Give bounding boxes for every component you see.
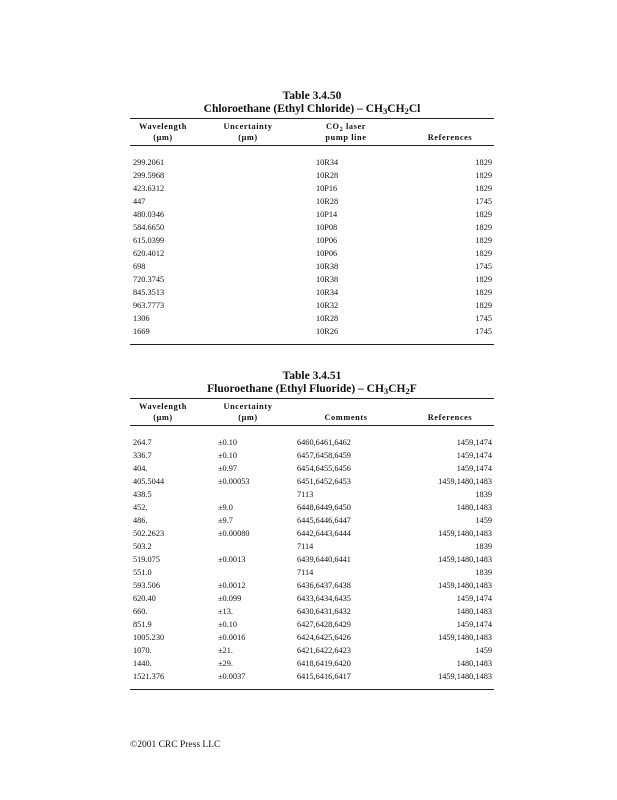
cell-uncertainty: ±0.10 bbox=[218, 620, 238, 629]
table-row bbox=[130, 618, 494, 631]
table-row bbox=[130, 631, 494, 644]
cell-references: 1829 bbox=[475, 158, 492, 167]
table-row bbox=[130, 449, 494, 462]
table-fluoroethane bbox=[130, 370, 494, 690]
table-row bbox=[130, 299, 494, 312]
cell-wavelength: 720.3745 bbox=[133, 275, 165, 284]
cell-wavelength: 615.0399 bbox=[133, 236, 165, 245]
cell-wavelength: 584.6650 bbox=[133, 223, 165, 232]
cell-wavelength: 963.7773 bbox=[133, 301, 165, 310]
cell-comments: 6442,6443,6444 bbox=[297, 529, 351, 538]
cell-wavelength: 845.3513 bbox=[133, 288, 165, 297]
cell-uncertainty: ±0.0037 bbox=[218, 672, 246, 681]
cell-uncertainty: ±9.0 bbox=[218, 503, 233, 512]
table-body bbox=[130, 146, 494, 344]
table-number: Table 3.4.50 bbox=[282, 90, 342, 102]
cell-wavelength: 405.5044 bbox=[133, 477, 165, 486]
cell-pump-line: 10R32 bbox=[316, 301, 339, 310]
cell-wavelength: 299.2061 bbox=[133, 158, 165, 167]
cell-wavelength: 1005.230 bbox=[133, 633, 165, 642]
cell-references: 1829 bbox=[475, 301, 492, 310]
table-body bbox=[130, 426, 494, 689]
cell-references: 1745 bbox=[475, 314, 492, 323]
cell-references: 1459,1480,1483 bbox=[438, 672, 492, 681]
cell-wavelength: 486. bbox=[133, 516, 148, 525]
cell-references: 1829 bbox=[475, 184, 492, 193]
table-row bbox=[130, 325, 494, 338]
cell-wavelength: 1440. bbox=[133, 659, 152, 668]
cell-wavelength: 698 bbox=[133, 262, 146, 271]
cell-uncertainty: ±0.0012 bbox=[218, 581, 246, 590]
cell-uncertainty: ±21. bbox=[218, 646, 233, 655]
cell-comments: 6457,6458,6459 bbox=[297, 451, 351, 460]
cell-references: 1745 bbox=[475, 262, 492, 271]
table-row bbox=[130, 540, 494, 553]
table-row bbox=[130, 247, 494, 260]
cell-pump-line: 10R28 bbox=[316, 314, 339, 323]
cell-references: 1459,1480,1483 bbox=[438, 633, 492, 642]
cell-wavelength: 480.0346 bbox=[133, 210, 165, 219]
table-row bbox=[130, 312, 494, 325]
cell-wavelength: 503.2 bbox=[133, 542, 152, 551]
header-wavelength: Wavelength (μm) bbox=[139, 402, 187, 422]
cell-wavelength: 620.40 bbox=[133, 594, 156, 603]
cell-uncertainty: ±13. bbox=[218, 607, 233, 616]
cell-references: 1459,1480,1483 bbox=[438, 555, 492, 564]
table-row bbox=[130, 670, 494, 683]
cell-pump-line: 10R34 bbox=[316, 288, 339, 297]
table-row bbox=[130, 566, 494, 579]
table-row bbox=[130, 436, 494, 449]
cell-comments: 6439,6440,6441 bbox=[297, 555, 351, 564]
cell-references: 1829 bbox=[475, 236, 492, 245]
cell-comments: 6421,6422,6423 bbox=[297, 646, 351, 655]
header-references: References bbox=[427, 133, 473, 142]
header-references: References bbox=[427, 413, 473, 422]
table-row bbox=[130, 156, 494, 169]
cell-wavelength: 438.5 bbox=[133, 490, 152, 499]
table-row bbox=[130, 234, 494, 247]
table-title: Fluoroethane (Ethyl Fluoride) – $CH_3CH_2F$ bbox=[207, 383, 417, 396]
cell-references: 1480,1483 bbox=[456, 503, 492, 512]
cell-wavelength: 620.4012 bbox=[133, 249, 165, 258]
cell-references: 1459 bbox=[475, 516, 492, 525]
table-row bbox=[130, 260, 494, 273]
cell-wavelength: 551.0 bbox=[133, 568, 152, 577]
cell-wavelength: 593.506 bbox=[133, 581, 160, 590]
table-row bbox=[130, 182, 494, 195]
cell-wavelength: 1669 bbox=[133, 327, 150, 336]
cell-pump-line: 10R28 bbox=[316, 171, 339, 180]
cell-uncertainty: ±0.10 bbox=[218, 438, 238, 447]
cell-wavelength: 519.075 bbox=[133, 555, 160, 564]
table-header bbox=[130, 119, 494, 145]
cell-comments: 7114 bbox=[297, 568, 314, 577]
cell-uncertainty: ±0.00080 bbox=[218, 529, 250, 538]
cell-pump-line: 10P06 bbox=[316, 236, 338, 245]
cell-references: 1829 bbox=[475, 275, 492, 284]
cell-uncertainty: ±0.099 bbox=[218, 594, 242, 603]
table-row bbox=[130, 514, 494, 527]
table-number: Table 3.4.51 bbox=[282, 370, 342, 382]
cell-references: 1459,1474 bbox=[456, 594, 492, 603]
cell-wavelength: 1521.376 bbox=[133, 672, 165, 681]
header-uncertainty: Uncertainty (μm) bbox=[223, 402, 273, 422]
cell-references: 1459,1480,1483 bbox=[438, 529, 492, 538]
table-row bbox=[130, 286, 494, 299]
cell-comments: 6418,6419,6420 bbox=[297, 659, 351, 668]
bottom-rule bbox=[130, 344, 494, 345]
header-wavelength: Wavelength (μm) bbox=[139, 122, 187, 142]
cell-references: 1459,1480,1483 bbox=[438, 581, 492, 590]
cell-wavelength: 299.5968 bbox=[133, 171, 165, 180]
cell-references: 1829 bbox=[475, 171, 492, 180]
cell-wavelength: 404. bbox=[133, 464, 148, 473]
cell-wavelength: 1306 bbox=[133, 314, 150, 323]
cell-comments: 6445,6446,6447 bbox=[297, 516, 351, 525]
cell-wavelength: 851.9 bbox=[133, 620, 152, 629]
cell-comments: 7113 bbox=[297, 490, 314, 499]
table-row bbox=[130, 462, 494, 475]
cell-comments: 6430,6431,6432 bbox=[297, 607, 351, 616]
cell-uncertainty: ±0.0013 bbox=[218, 555, 246, 564]
cell-references: 1459 bbox=[475, 646, 492, 655]
cell-references: 1459,1474 bbox=[456, 620, 492, 629]
copyright-footer: ©2001 CRC Press LLC bbox=[130, 740, 221, 750]
cell-pump-line: 10P16 bbox=[316, 184, 338, 193]
table-row bbox=[130, 208, 494, 221]
table-caption bbox=[130, 90, 494, 116]
table-row bbox=[130, 553, 494, 566]
bottom-rule bbox=[130, 689, 494, 690]
cell-comments: 6427,6428,6429 bbox=[297, 620, 351, 629]
cell-comments: 6424,6425,6426 bbox=[297, 633, 351, 642]
cell-uncertainty: ±0.10 bbox=[218, 451, 238, 460]
cell-uncertainty: ±0.97 bbox=[218, 464, 238, 473]
table-row bbox=[130, 657, 494, 670]
table-row bbox=[130, 605, 494, 618]
cell-references: 1480,1483 bbox=[456, 659, 492, 668]
cell-comments: 6454,6455,6456 bbox=[297, 464, 351, 473]
cell-pump-line: 10R38 bbox=[316, 275, 339, 284]
cell-wavelength: 502.2623 bbox=[133, 529, 165, 538]
cell-comments: 6433,6434,6435 bbox=[297, 594, 351, 603]
table-row bbox=[130, 488, 494, 501]
table-header bbox=[130, 399, 494, 425]
cell-pump-line: 10P08 bbox=[316, 223, 338, 232]
cell-references: 1839 bbox=[475, 542, 492, 551]
cell-references: 1459,1474 bbox=[456, 464, 492, 473]
table-row bbox=[130, 195, 494, 208]
table-row bbox=[130, 169, 494, 182]
cell-pump-line: 10P14 bbox=[316, 210, 338, 219]
cell-pump-line: 10R28 bbox=[316, 197, 339, 206]
table-row bbox=[130, 592, 494, 605]
table-caption bbox=[130, 370, 494, 396]
cell-references: 1839 bbox=[475, 568, 492, 577]
cell-comments: 6448,6449,6450 bbox=[297, 503, 351, 512]
table-row bbox=[130, 579, 494, 592]
cell-wavelength: 1070. bbox=[133, 646, 152, 655]
header-pump-line: $CO_2$ laser pump line bbox=[325, 122, 367, 142]
cell-wavelength: 336.7 bbox=[133, 451, 152, 460]
cell-references: 1829 bbox=[475, 210, 492, 219]
header-uncertainty: Uncertainty (μm) bbox=[223, 122, 273, 142]
cell-comments: 6415,6416,6417 bbox=[297, 672, 351, 681]
cell-wavelength: 660. bbox=[133, 607, 148, 616]
cell-references: 1459,1474 bbox=[456, 451, 492, 460]
cell-references: 1459,1474 bbox=[456, 438, 492, 447]
table-row bbox=[130, 221, 494, 234]
cell-comments: 6451,6452,6453 bbox=[297, 477, 351, 486]
cell-wavelength: 447 bbox=[133, 197, 146, 206]
table-row bbox=[130, 501, 494, 514]
table-chloroethane bbox=[130, 90, 494, 345]
cell-references: 1829 bbox=[475, 288, 492, 297]
cell-references: 1829 bbox=[475, 249, 492, 258]
cell-uncertainty: ±9.7 bbox=[218, 516, 233, 525]
table-row bbox=[130, 475, 494, 488]
cell-pump-line: 10R34 bbox=[316, 158, 339, 167]
cell-comments: 7114 bbox=[297, 542, 314, 551]
cell-references: 1745 bbox=[475, 327, 492, 336]
cell-references: 1745 bbox=[475, 197, 492, 206]
table-row bbox=[130, 644, 494, 657]
cell-pump-line: 10R26 bbox=[316, 327, 339, 336]
table-row bbox=[130, 527, 494, 540]
cell-comments: 6436,6437,6438 bbox=[297, 581, 351, 590]
table-title: Chloroethane (Ethyl Chloride) – $CH_3CH_2Cl$ bbox=[203, 103, 421, 116]
cell-pump-line: 10P06 bbox=[316, 249, 338, 258]
cell-wavelength: 264.7 bbox=[133, 438, 152, 447]
cell-references: 1829 bbox=[475, 223, 492, 232]
cell-wavelength: 452. bbox=[133, 503, 148, 512]
cell-wavelength: 423.6312 bbox=[133, 184, 165, 193]
cell-uncertainty: ±29. bbox=[218, 659, 233, 668]
cell-references: 1839 bbox=[475, 490, 492, 499]
cell-pump-line: 10R38 bbox=[316, 262, 339, 271]
header-comments: Comments bbox=[324, 413, 368, 422]
cell-uncertainty: ±0.0016 bbox=[218, 633, 246, 642]
table-row bbox=[130, 273, 494, 286]
cell-references: 1480,1483 bbox=[456, 607, 492, 616]
cell-uncertainty: ±0.00053 bbox=[218, 477, 250, 486]
cell-references: 1459,1480,1483 bbox=[438, 477, 492, 486]
cell-comments: 6460,6461,6462 bbox=[297, 438, 351, 447]
